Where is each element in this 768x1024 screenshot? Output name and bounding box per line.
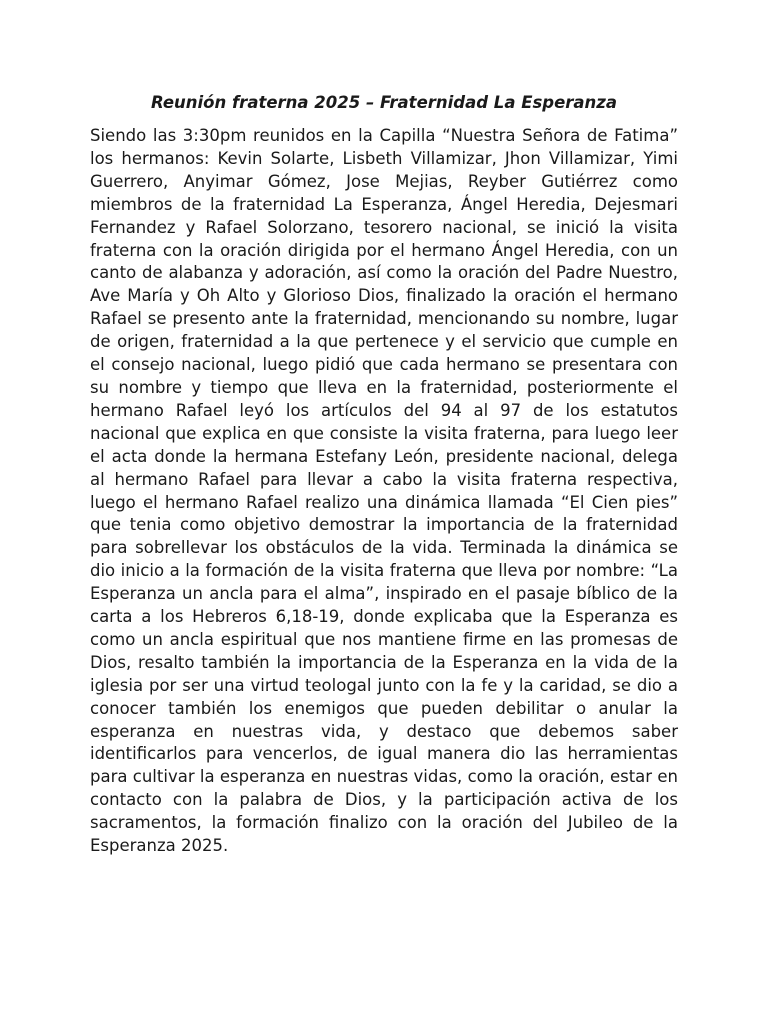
document-title: Reunión fraterna 2025 – Fraternidad La Esperanza bbox=[150, 93, 618, 112]
document-body-paragraph: Siendo las 3:30pm reunidos en la Capilla “Nuestra Señora de Fatima” los hermanos: Kevin Solarte, Lisbeth Villamizar, Jhon Villamizar, Yimi Guerrero, Anyimar Gómez, Jose Mejias, Reyber Gutiérrez como miembros de la fraternidad La Esperanza, Ángel Heredia, Dejesmari Fernandez y Rafael Solorzano, tesorero nacional, se inició la visita fraterna con la oración dirigida por el hermano Ángel Heredia, con un canto de alabanza y adoración, así como la oración del Padre Nuestro, Ave María y Oh Alto y Glorioso Dios, finalizado la oración el hermano Rafael se presento ante la fraternidad, mencionando su nombre, lugar de origen, fraternidad a la que pertenece y el servicio que cumple en el consejo nacional, luego pidió que cada hermano se presentara con su nombre y tiempo que lleva en la fraternidad, posteriormente el hermano Rafael leyó los artículos del 94 al 97 de los estatutos nacional que explica en que consiste la visita fraterna, para luego leer el acta donde la hermana Estefany León, presidente nacional, delega al hermano Rafael para llevar a cabo la visita fraterna respectiva, luego el hermano Rafael realizo una dinámica llamada “El Cien pies” que tenia como objetivo demostrar la importancia de la fraternidad para sobrellevar los obstáculos de la vida. Terminada la dinámica se dio inicio a la formación de la visita fraterna que lleva por nombre: “La Esperanza un ancla para el alma”, inspirado en el pasaje bíblico de la carta a los Hebreros 6,18-19, donde explicaba que la Esperanza es como un ancla espiritual que nos mantiene firme en las promesas de Dios, resalto también la importancia de la Esperanza en la vida de la iglesia por ser una virtud teologal junto con la fe y la caridad, se dio a conocer también los enemigos que pueden debilitar o anular la esperanza en nuestras vida, y destaco que debemos saber identificarlos para vencerlos, de igual manera dio las herramientas para cultivar la esperanza en nuestras vidas, como la oración, estar en contacto con la palabra de Dios, y la participación activa de los sacramentos, la formación finalizo con la oración del Jubileo de la Esperanza 2025. bbox=[90, 126, 678, 856]
